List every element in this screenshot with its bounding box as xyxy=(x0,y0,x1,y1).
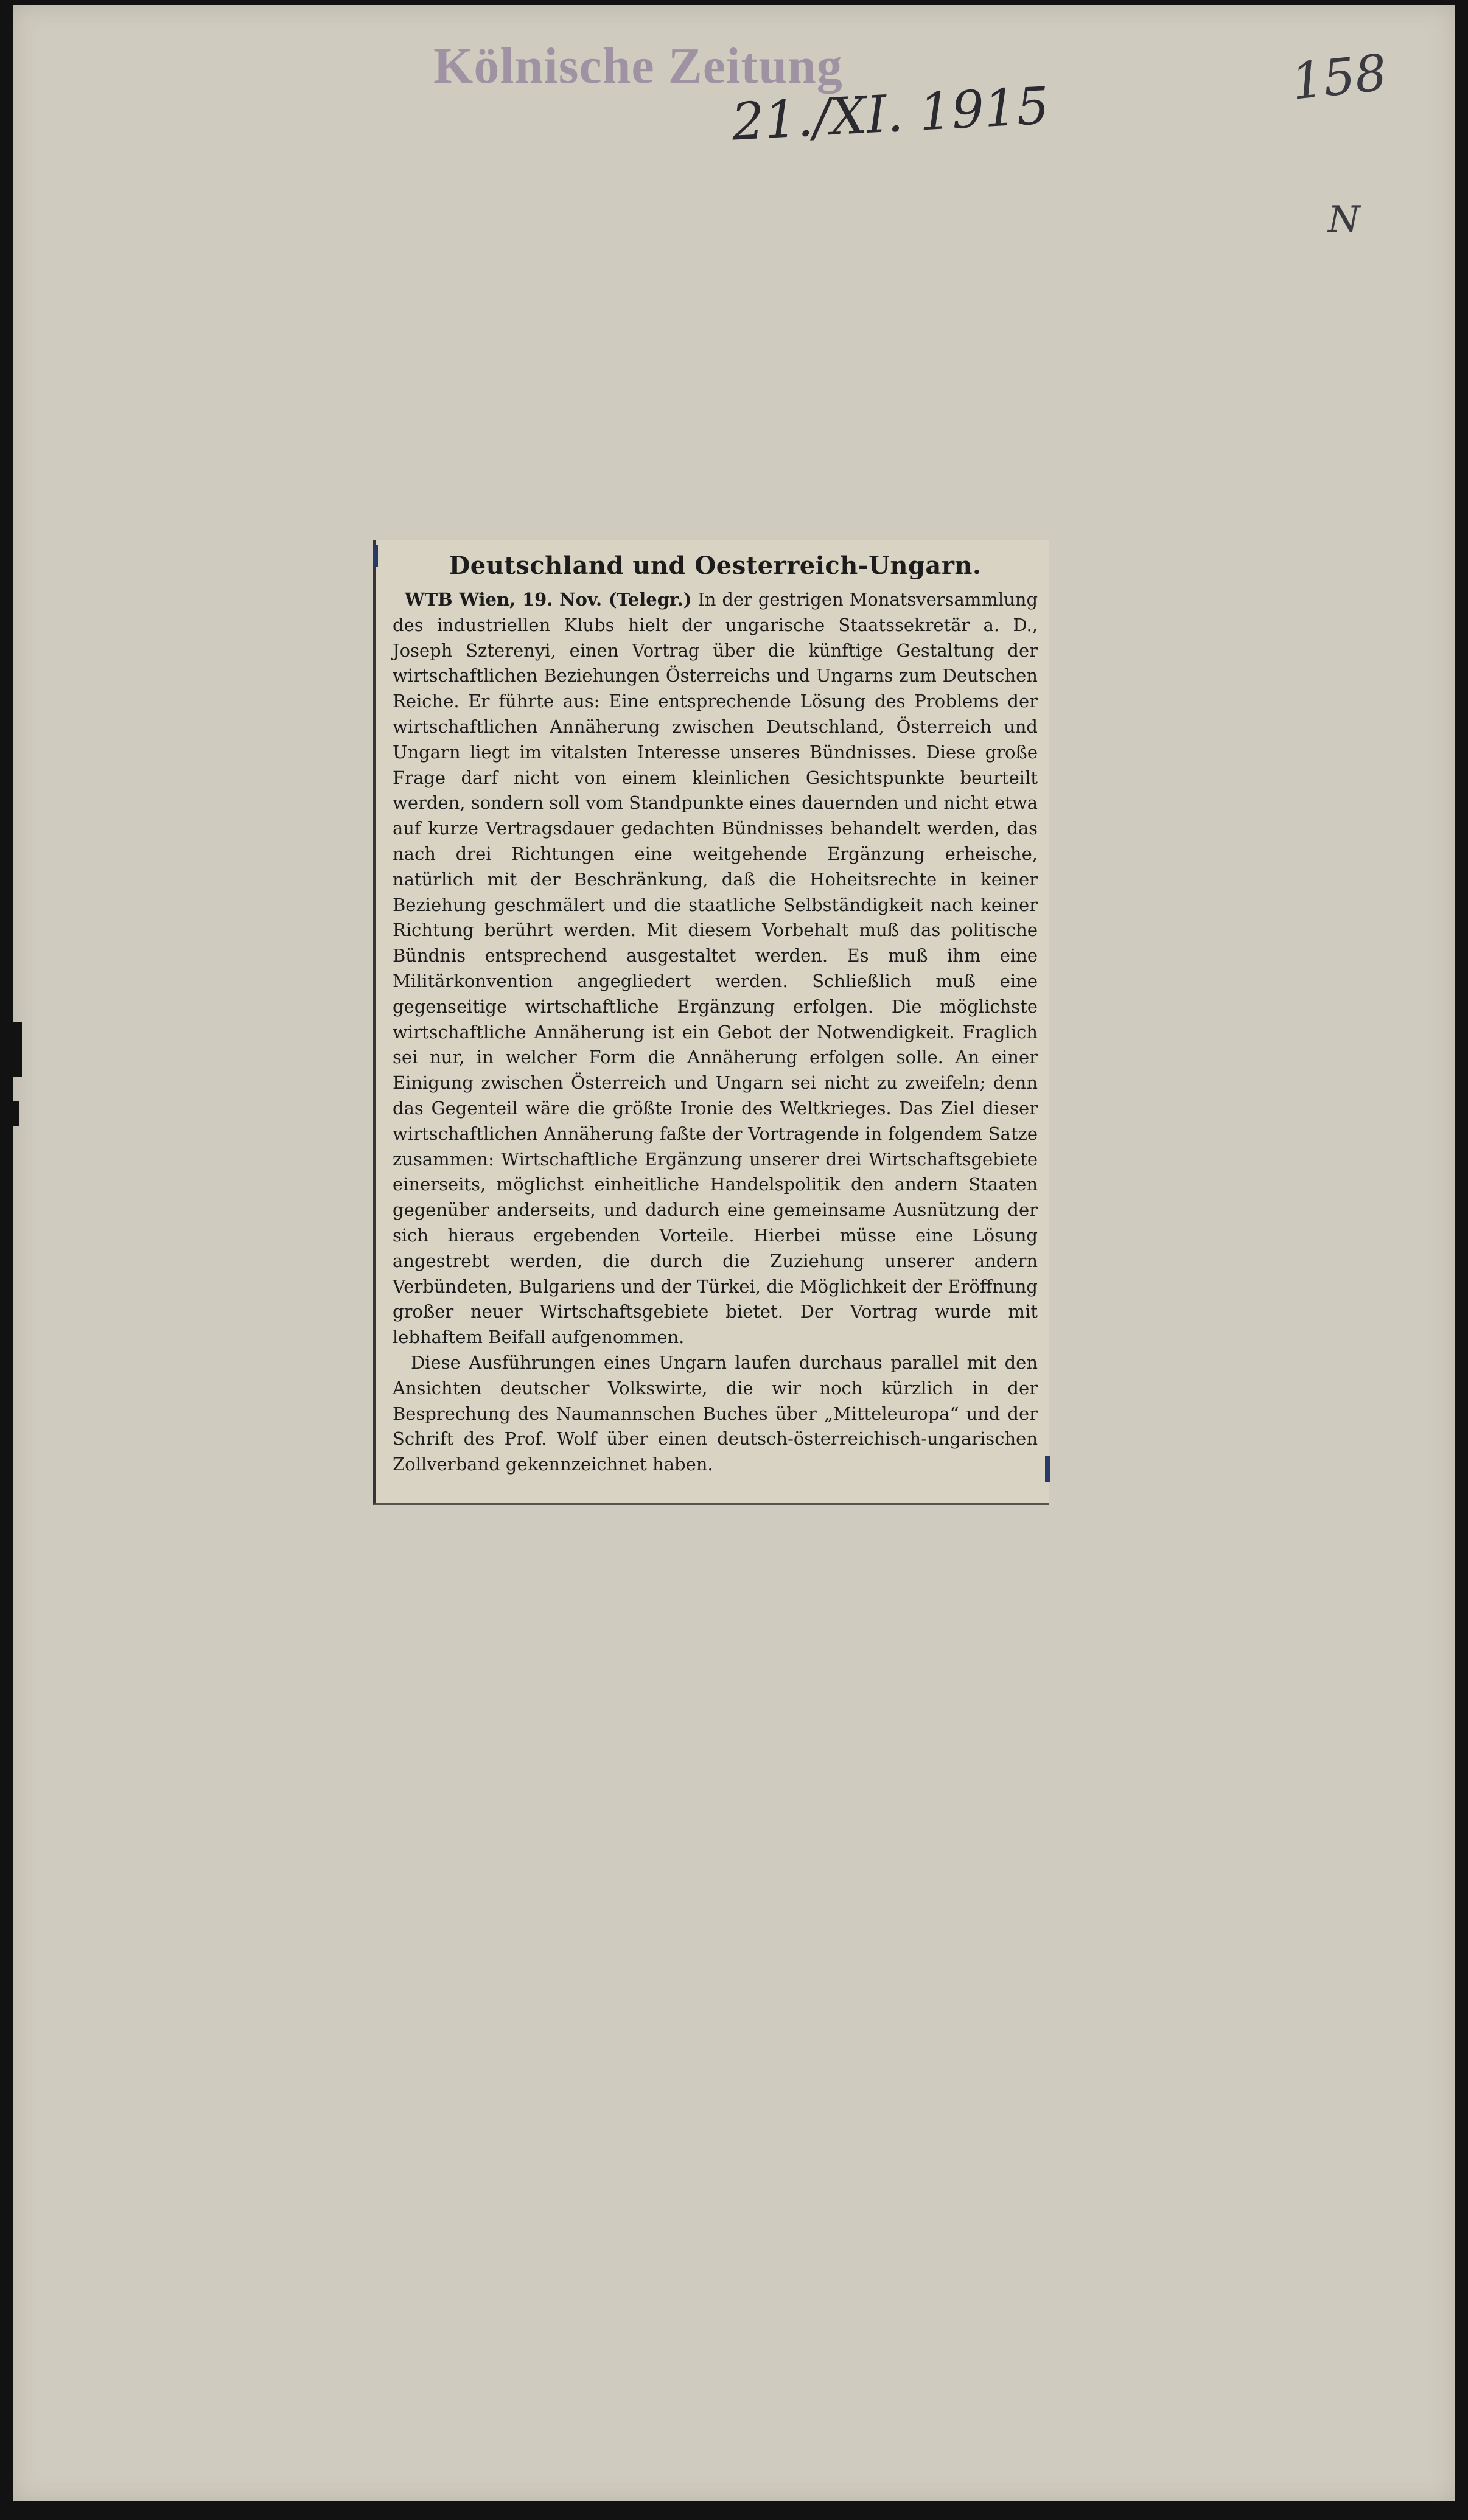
newspaper-clipping xyxy=(373,540,1049,1505)
clipping-edge-mark xyxy=(1045,1456,1050,1482)
article-dateline: WTB Wien, 19. Nov. (Telegr.) xyxy=(405,589,692,610)
clipping-edge-mark xyxy=(373,545,378,567)
newspaper-stamp: Kölnische Zeitung xyxy=(433,38,843,94)
torn-edge xyxy=(13,1101,19,1126)
page-number: 158 xyxy=(1288,44,1390,111)
torn-edge xyxy=(13,1022,22,1077)
article-paragraph xyxy=(393,587,1038,1350)
article-body xyxy=(393,587,1038,1478)
margin-mark: N xyxy=(1328,198,1360,241)
handwritten-date: 21./XI. 1915 xyxy=(730,75,1051,152)
article-headline: Deutschland und Oesterreich-Ungarn. xyxy=(449,551,982,580)
article-paragraph-text: In der gestrigen Monatsversammlung des industriellen Klubs hielt der ungarische Staatssekretär a. D., Joseph Szterenyi, einen Vortrag über die künftige Gestaltung der wirtschaftlichen Beziehungen Österreichs und Ungarns zum Deutschen Reiche. Er führte aus: Eine entsprechende Lösung des Problems der wirtschaftlichen Annäherung zwischen Deutschland, Österreich und Ungarn liegt im vitalsten Interesse unseres Bündnisses. Diese große Frage darf nicht von einem kleinlichen Gesichtspunkte beurteilt werden, sondern soll vom Standpunkte eines dauernden und nicht etwa auf kurze Vertragsdauer gedachten Bündnisses behandelt werden, das nach drei Richtungen eine weitgehende Ergänzung erheische, natürlich mit der Beschränkung, daß die Hoheitsrechte in keiner Beziehung geschmälert und die staatliche Selbständigkeit nach keiner Richtung berührt werden. Mit diesem Vorbehalt muß das politische Bündnis entsprechend ausgestaltet werden. Es muß ihm eine Militärkonvention angegliedert werden. Schließlich muß eine gegenseitige wirtschaftliche Ergänzung erfolgen. Die möglichste wirtschaftliche Annäherung ist ein Gebot der Notwendigkeit. Fraglich sei nur, in welcher Form die Annäherung erfolgen solle. An einer Einigung zwischen Österreich und Ungarn sei nicht zu zweifeln; denn das Gegenteil wäre die größte Ironie des Weltkrieges. Das Ziel dieser wirtschaftlichen Annäherung faßte der Vortragende in folgendem Satze zusammen: Wirtschaftliche Ergänzung unserer drei Wirtschaftsgebiete einerseits, möglichst einheitliche Handelspolitik den andern Staaten gegenüber anderseits, und dadurch eine gemeinsame Ausnützung der sich hieraus ergebenden Vorteile. Hierbei müsse eine Lösung angestrebt werden, die durch die Zuziehung unserer andern Verbündeten, Bulgariens und der Türkei, die Möglichkeit der Eröffnung großer neuer Wirtschaftsgebiete bietet. Der Vortrag wurde mit lebhaftem Beifall aufgenommen. xyxy=(393,589,1038,1348)
article-paragraph: Diese Ausführungen eines Ungarn laufen durchaus parallel mit den Ansichten deutscher Volkswirte, die wir noch kürzlich in der Besprechung des Naumannschen Buches über „Mitteleuropa“ und der Schrift des Prof. Wolf über einen deutsch-österreichisch-ungarischen Zollverband gekennzeichnet haben. xyxy=(393,1352,1038,1475)
